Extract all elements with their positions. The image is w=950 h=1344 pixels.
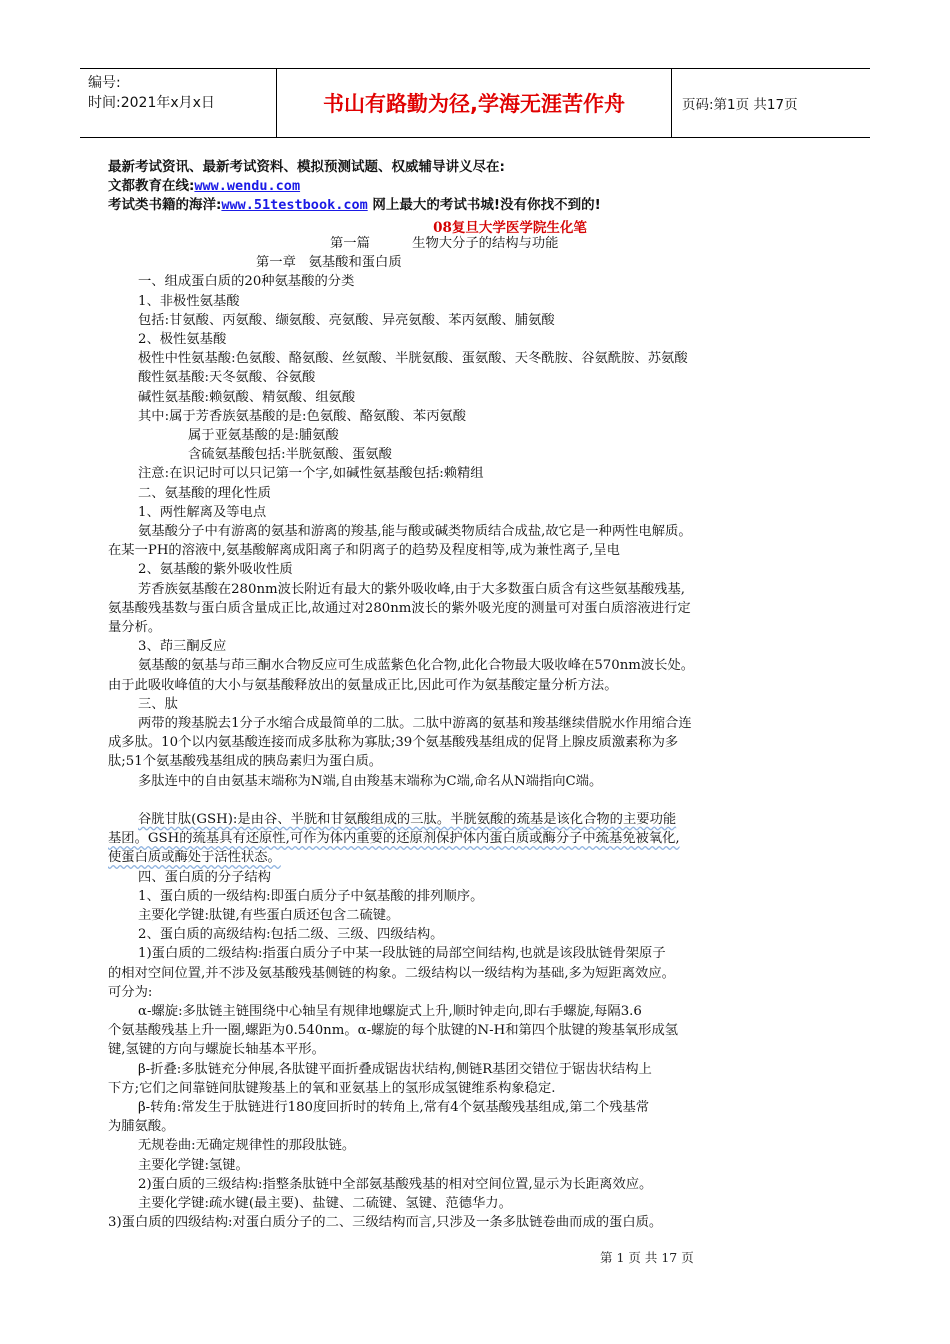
part-title: 第一篇 生物大分子的结构与功能 bbox=[330, 236, 559, 251]
body-line: 成多肽。10个以内氨基酸连接而成多肽称为寡肽;39个氨基酸残基组成的促肾上腺皮质激素称为多 bbox=[108, 735, 679, 751]
body-line: 由于此吸收峰值的大小与氨基酸释放出的氨量成正比,因此可作为氨基酸定量分析方法。 bbox=[108, 677, 618, 693]
body-line: 使蛋白质或酶处于活性状态。 bbox=[108, 850, 281, 866]
body-line: 主要化学键:疏水键(最主要)、盐键、二硫键、氢键、范德华力。 bbox=[138, 1195, 512, 1211]
body-line: 注意:在识记时可以只记第一个字,如碱性氨基酸包括:赖精组 bbox=[138, 466, 484, 482]
body-line: 两带的羧基脱去1分子水缩合成最简单的二肽。二肽中游离的氨基和羧基继续借脱水作用缩合连 bbox=[138, 716, 692, 732]
body-line: 芳香族氨基酸在280nm波长附近有最大的紫外吸收峰,由于大多数蛋白质含有这些氨基酸残基, bbox=[138, 581, 685, 597]
section-heading: 四、蛋白质的分子结构 bbox=[138, 869, 271, 885]
body-line: 谷胱甘肽(GSH):是由谷、半胱和甘氨酸组成的三肽。半胱氨酸的巯基是该化合物的主要功能 bbox=[138, 811, 677, 827]
body-line: 个氨基酸残基上升一圈,螺距为0.540nm。α-螺旋的每个肽键的N-H和第四个肽键的羧基氧形成氢 bbox=[108, 1023, 679, 1039]
body-line: 主要化学键:氢键。 bbox=[138, 1157, 249, 1173]
header-page-info: 页码:第1页 共17页 bbox=[682, 97, 798, 113]
body-line: 其中:属于芳香族氨基酸的是:色氨酸、酪氨酸、苯丙氨酸 bbox=[138, 408, 467, 424]
body-line: 属于亚氨基酸的是:脯氨酸 bbox=[188, 428, 339, 444]
body-line: 键,氢键的方向与螺旋长轴基本平形。 bbox=[108, 1042, 325, 1058]
body-line: 下方;它们之间靠链间肽键羧基上的氧和亚氨基上的氢形成氢键维系构象稳定. bbox=[108, 1080, 556, 1096]
section-heading: 一、组成蛋白质的20种氨基酸的分类 bbox=[138, 274, 355, 290]
body-line: 在某一PH的溶液中,氨基酸解离成阳离子和阴离子的趋势及程度相等,成为兼性离子,呈电 bbox=[108, 543, 620, 559]
page-footer: 第 1 页 共 17 页 bbox=[600, 1250, 694, 1265]
body-line: 多肽连中的自由氨基末端称为N端,自由羧基末端称为C端,命名从N端指向C端。 bbox=[138, 773, 603, 789]
body-line: 量分析。 bbox=[108, 620, 162, 636]
blank-line bbox=[108, 791, 853, 810]
body-line: 含硫氨基酸包括:半胱氨酸、蛋氨酸 bbox=[188, 447, 392, 463]
subsection-heading: 2、氨基酸的紫外吸收性质 bbox=[138, 562, 293, 578]
promo-line-3-prefix: 考试类书籍的海洋: bbox=[108, 197, 222, 213]
promo-line-3-suffix: 网上最大的考试书城!没有你找不到的! bbox=[367, 197, 601, 213]
subsection-heading: 1、非极性氨基酸 bbox=[138, 293, 240, 309]
body-line: 2)蛋白质的三级结构:指整条肽链中全部氨基酸残基的相对空间位置,显示为长距离效应。 bbox=[138, 1176, 653, 1192]
body-line: 1)蛋白质的二级结构:指蛋白质分子中某一段肽链的局部空间结构,也就是该段肽链骨架原子 bbox=[138, 946, 666, 962]
body-line: 3)蛋白质的四级结构:对蛋白质分子的二、三级结构而言,只涉及一条多肽链卷曲而成的蛋白质。 bbox=[108, 1215, 663, 1231]
subsection-heading: 1、两性解离及等电点 bbox=[138, 504, 267, 520]
body-line: 氨基酸的氨基与茚三酮水合物反应可生成蓝紫色化合物,此化合物最大吸收峰在570nm波长处。 bbox=[138, 658, 695, 674]
body-line: 无规卷曲:无确定规律性的那段肽链。 bbox=[138, 1138, 356, 1154]
body-line: 的相对空间位置,并不涉及氨基酸残基侧链的构象。二级结构以一级结构为基础,多为短距离效应。 bbox=[108, 965, 675, 981]
document-body bbox=[108, 234, 853, 1232]
body-line: β-转角:常发生于肽链进行180度回折时的转角上,常有4个氨基酸残基组成,第二个残基常 bbox=[138, 1099, 650, 1115]
chapter-title: 第一章 氨基酸和蛋白质 bbox=[256, 255, 402, 271]
body-line: 极性中性氨基酸:色氨酸、酪氨酸、丝氨酸、半胱氨酸、蛋氨酸、天冬酰胺、谷氨酰胺、苏氨酸 bbox=[138, 351, 688, 367]
document-title: 08复旦大学医学院生化笔 bbox=[433, 220, 587, 236]
body-line: 酸性氨基酸:天冬氨酸、谷氨酸 bbox=[138, 370, 316, 386]
promo-line-2-prefix: 文都教育在线: bbox=[108, 178, 195, 194]
body-line: 可分为: bbox=[108, 984, 153, 1000]
section-heading: 二、氨基酸的理化性质 bbox=[138, 485, 271, 501]
subsection-heading: 3、茚三酮反应 bbox=[138, 639, 227, 655]
body-line: 1、蛋白质的一级结构:即蛋白质分子中氨基酸的排列顺序。 bbox=[138, 888, 484, 904]
body-line: 氨基酸分子中有游离的氨基和游离的羧基,能与酸或碱类物质结合成盐,故它是一种两性电解质。 bbox=[138, 524, 692, 540]
subsection-heading: 2、极性氨基酸 bbox=[138, 332, 227, 348]
body-line: 2、蛋白质的高级结构:包括二级、三级、四级结构。 bbox=[138, 927, 444, 943]
body-line: 基团。GSH的巯基具有还原性,可作为体内重要的还原剂保护体内蛋白质或酶分子中巯基免被氧化, bbox=[108, 831, 680, 847]
wendu-link[interactable]: www.wendu.com bbox=[194, 178, 301, 194]
page-header bbox=[80, 68, 870, 138]
body-line: 主要化学键:肽键,有些蛋白质还包含二硫键。 bbox=[138, 907, 400, 923]
document-time-label: 时间:2021年x月x日 bbox=[88, 95, 215, 111]
body-line: 包括:甘氨酸、丙氨酸、缬氨酸、亮氨酸、异亮氨酸、苯丙氨酸、脯氨酸 bbox=[138, 312, 555, 328]
body-line: 为脯氨酸。 bbox=[108, 1119, 175, 1135]
body-line: α-螺旋:多肽链主链围绕中心轴呈有规律地螺旋式上升,顺时钟走向,即右手螺旋,每隔3.6 bbox=[138, 1003, 642, 1019]
promo-block bbox=[108, 158, 601, 215]
promo-line-2 bbox=[108, 177, 601, 196]
promo-line-3 bbox=[108, 196, 601, 215]
body-line: 氨基酸残基数与蛋白质含量成正比,故通过对280nm波长的紫外吸光度的测量可对蛋白质溶液进行定 bbox=[108, 600, 691, 616]
body-line: 肽;51个氨基酸残基组成的胰岛素归为蛋白质。 bbox=[108, 754, 383, 770]
header-motto: 书山有路勤为径,学海无涯苦作舟 bbox=[277, 69, 672, 137]
section-heading: 三、肽 bbox=[138, 696, 178, 712]
body-line: β-折叠:多肽链充分伸展,各肽键平面折叠成锯齿状结构,侧链R基团交错位于锯齿状结构上 bbox=[138, 1061, 652, 1077]
promo-line-1: 最新考试资讯、最新考试资料、模拟预测试题、权威辅导讲义尽在: bbox=[108, 159, 505, 175]
testbook-link[interactable]: www.51testbook.com bbox=[221, 197, 368, 213]
body-line: 碱性氨基酸:赖氨酸、精氨酸、组氨酸 bbox=[138, 389, 356, 405]
document-number-label: 编号: bbox=[88, 75, 121, 91]
header-meta bbox=[80, 69, 277, 137]
